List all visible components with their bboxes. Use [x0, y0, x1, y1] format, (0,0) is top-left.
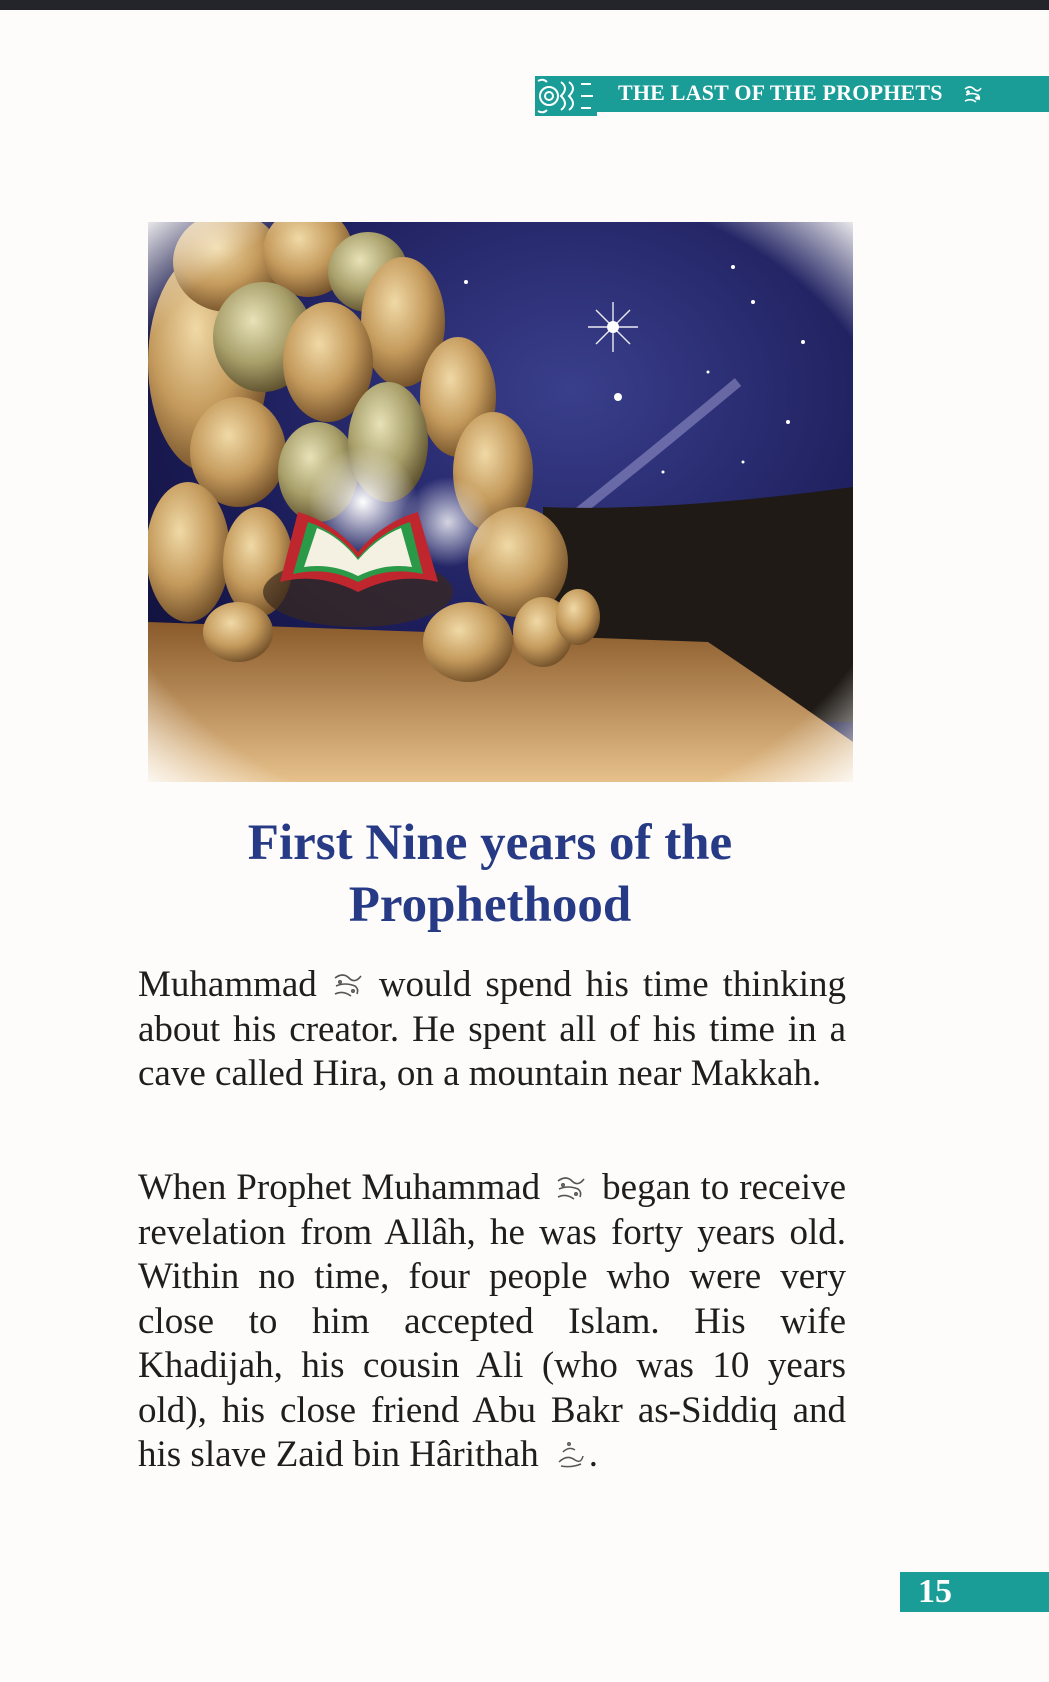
section-heading [120, 812, 860, 936]
paragraph-2-text-middle: began to receive revelation from Allâh, he was forty years old. Within no time, four people who were very close to him accepted Islam. His wife Khadijah, his cousin Ali (who was 10 years old), his close friend Abu Bakr as-Siddiq and his slave Zaid bin Hârithah [138, 1167, 847, 1475]
heading-line-1: First Nine years of the [247, 815, 733, 871]
paragraph-1 [138, 963, 846, 1097]
paragraph-1-text-end: would spend his time thinking about his creator. He spent all of his time in a cave called Hira, on a mountain near Makkah. [138, 964, 846, 1094]
running-header-title: THE LAST OF THE PROPHETS [618, 80, 943, 105]
salawat-calligraphy-icon [554, 1173, 588, 1203]
top-edge-line [0, 0, 1049, 10]
paragraph-2 [138, 1166, 846, 1478]
cave-hira-illustration [148, 222, 853, 782]
salawat-calligraphy-icon [331, 970, 365, 1000]
paragraph-1-text-start: Muhammad [138, 964, 317, 1005]
radiallahu-anhu-calligraphy-icon [553, 1440, 587, 1470]
page-number: 15 [918, 1573, 952, 1610]
salawat-calligraphy-icon [962, 83, 984, 105]
heading-line-2: Prophethood [348, 877, 632, 933]
arabesque-ornament-icon [535, 76, 597, 116]
paragraph-2-text-end: . [588, 1434, 598, 1475]
paragraph-2-text-start: When Prophet Muhammad [138, 1167, 541, 1208]
